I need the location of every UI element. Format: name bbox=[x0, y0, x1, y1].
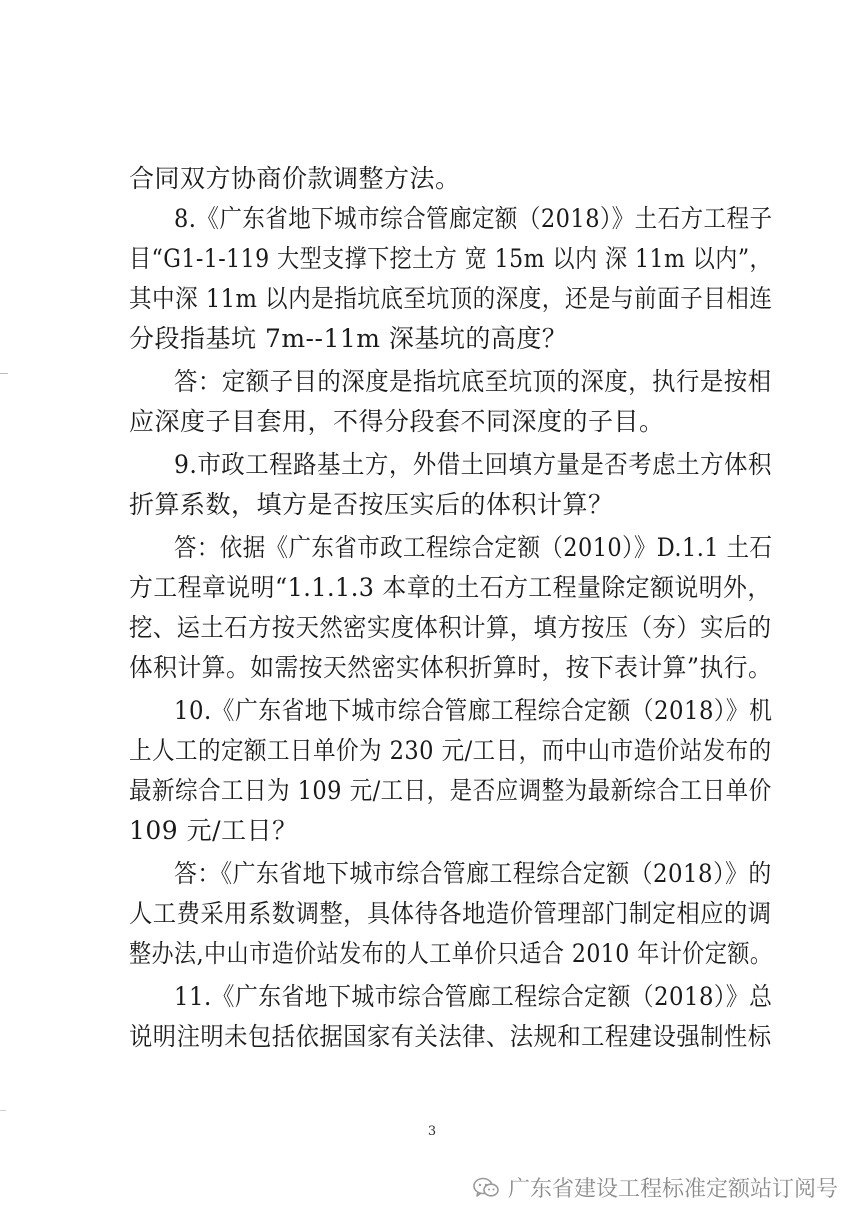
body-line: 最新综合工日为 109 元/工日，是否应调整为最新综合工日单价 bbox=[129, 776, 772, 805]
body-line: 整办法,中山市造价站发布的人工单价只适合 2010 年计价定额。 bbox=[129, 939, 773, 968]
body-line: 目“G1-1-119 大型支撑下挖土方 宽 15m 以内 深 11m 以内”， bbox=[129, 244, 773, 273]
body-line: 体积计算。如需按天然密实体积折算时，按下表计算”执行。 bbox=[129, 653, 773, 682]
watermark-text: 广东省建设工程标准定额站订阅号 bbox=[507, 1177, 838, 1202]
body-line: 合同双方协商价款调整方法。 bbox=[129, 164, 461, 193]
body-line: 折算系数，填方是否按压实后的体积计算？ bbox=[129, 490, 614, 519]
body-line: 10.《广东省地下城市综合管廊工程综合定额（2018）》机 bbox=[174, 696, 773, 725]
body-line: 109 元/工日？ bbox=[129, 816, 298, 845]
wechat-icon bbox=[472, 1176, 500, 1200]
watermark bbox=[472, 1172, 838, 1203]
body-line: 8.《广东省地下城市综合管廊定额（2018）》土石方工程子 bbox=[174, 204, 773, 233]
body-line: 其中深 11m 以内是指坑底至坑顶的深度，还是与前面子目相连 bbox=[129, 284, 773, 313]
scan-margin-mark bbox=[0, 1110, 6, 1111]
body-line: 上人工的定额工日单价为 230 元/工日，而中山市造价站发布的 bbox=[129, 736, 772, 765]
body-line: 说明注明未包括依据国家有关法律、法规和工程建设强制性标 bbox=[129, 1022, 772, 1051]
page-number: 3 bbox=[427, 1124, 437, 1139]
body-line: 人工费采用系数调整，具体待各地造价管理部门制定相应的调 bbox=[129, 899, 772, 928]
body-line: 分段指基坑 7m--11m 深基坑的高度？ bbox=[129, 324, 568, 353]
body-line: 答：定额子目的深度是指坑底至坑顶的深度，执行是按相 bbox=[174, 367, 772, 396]
body-line: 答：《广东省地下城市综合管廊工程综合定额（2018）》的 bbox=[174, 859, 772, 888]
body-line: 挖、运土石方按天然密实度体积计算，填方按压（夯）实后的 bbox=[129, 613, 772, 642]
body-line: 方工程章说明“1.1.1.3 本章的土石方工程量除定额说明外， bbox=[129, 573, 772, 602]
body-line: 9.市政工程路基土方，外借土回填方量是否考虑土方体积 bbox=[174, 450, 772, 479]
scan-margin-mark bbox=[0, 373, 8, 374]
body-line: 应深度子目套用，不得分段套不同深度的子目。 bbox=[129, 407, 665, 436]
body-line: 11.《广东省地下城市综合管廊工程综合定额（2018）》总 bbox=[174, 982, 773, 1011]
body-line: 答：依据《广东省市政工程综合定额（2010）》D.1.1 土石 bbox=[174, 533, 773, 562]
